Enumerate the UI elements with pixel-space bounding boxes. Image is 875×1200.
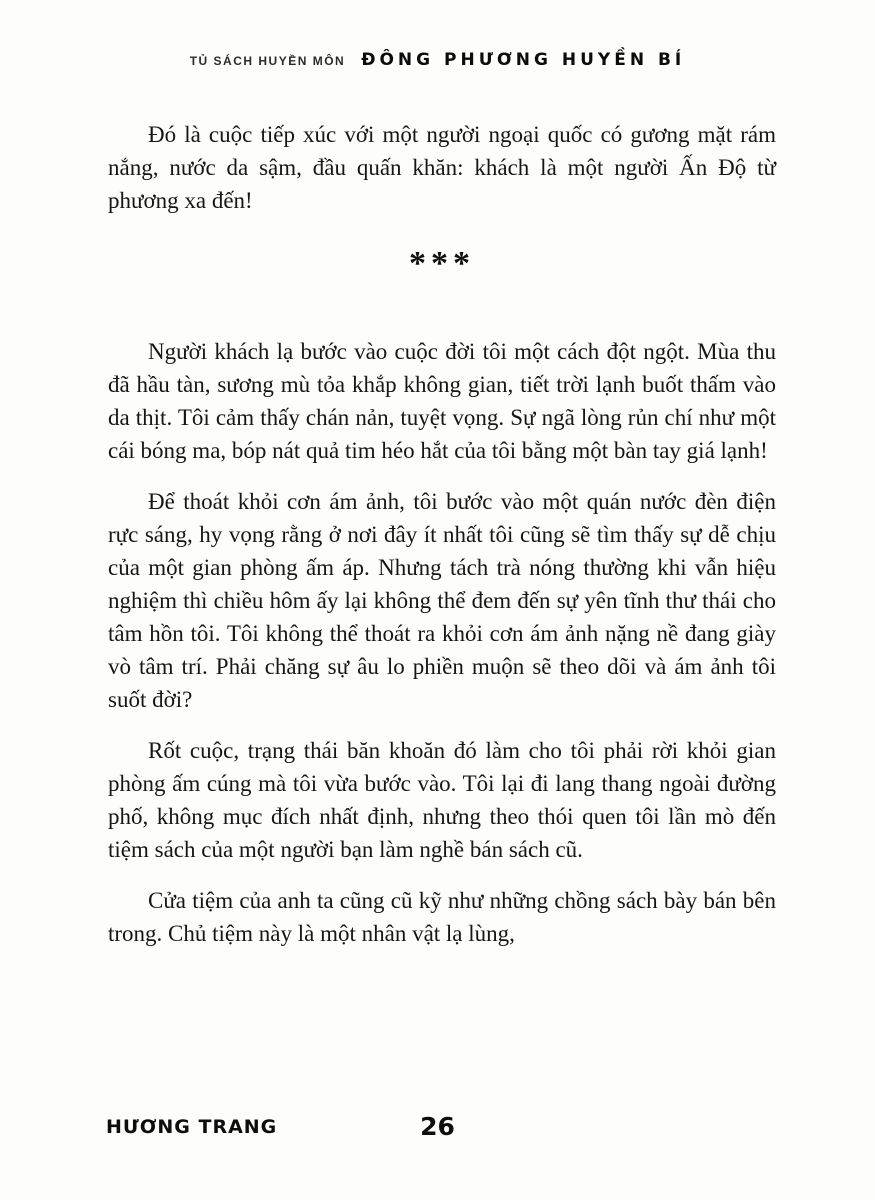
paragraph: Để thoát khỏi cơn ám ảnh, tôi bước vào một quán nước đèn điện rực sáng, hy vọng rằng ở nơi đây ít nhất tôi cũng sẽ tìm thấy sự dễ chịu của một gian phòng ấm áp. Nhưng tách trà nóng thường khi vẫn hiệu nghiệm thì chiều hôm ấy lại không thể đem đến sự yên tĩnh thư thái cho tâm hồn tôi. Tôi không thể thoát ra khỏi cơn ám ảnh nặng nề đang giày vò tâm trí. Phải chăng sự âu lo phiền muộn sẽ theo dõi và ám ảnh tôi suốt đời?: [108, 489, 776, 712]
page-footer: [0, 1112, 875, 1152]
series-label: TỦ SÁCH HUYỀN MÔN: [189, 54, 346, 68]
publisher-name: HƯƠNG TRANG: [106, 1116, 278, 1138]
page-number: 26: [420, 1112, 455, 1141]
book-title: ĐÔNG PHƯƠNG HUYỀN BÍ: [361, 50, 686, 70]
paragraph: Đó là cuộc tiếp xúc với một người ngoại quốc có gương mặt rám nắng, nước da sậm, đầu quấn khăn: khách là một người Ấn Độ từ phương xa đến!: [108, 122, 776, 213]
paragraph: Cửa tiệm của anh ta cũng cũ kỹ như những chồng sách bày bán bên trong. Chủ tiệm này là một nhân vật lạ lùng,: [108, 888, 776, 946]
section-separator: ***: [409, 245, 475, 282]
page-header: [0, 50, 875, 70]
paragraph: Người khách lạ bước vào cuộc đời tôi một cách đột ngột. Mùa thu đã hầu tàn, sương mù tỏa khắp không gian, tiết trời lạnh buốt thấm vào da thịt. Tôi cảm thấy chán nản, tuyệt vọng. Sự ngã lòng rủn chí như một cái bóng ma, bóp nát quả tim héo hắt của tôi bằng một bàn tay giá lạnh!: [108, 339, 776, 463]
paragraph: Rốt cuộc, trạng thái băn khoăn đó làm cho tôi phải rời khỏi gian phòng ấm cúng mà tôi vừa bước vào. Tôi lại đi lang thang ngoài đường phố, không mục đích nhất định, nhưng theo thói quen tôi lần mò đến tiệm sách của một người bạn làm nghề bán sách cũ.: [108, 738, 776, 862]
body-text: [108, 118, 776, 968]
